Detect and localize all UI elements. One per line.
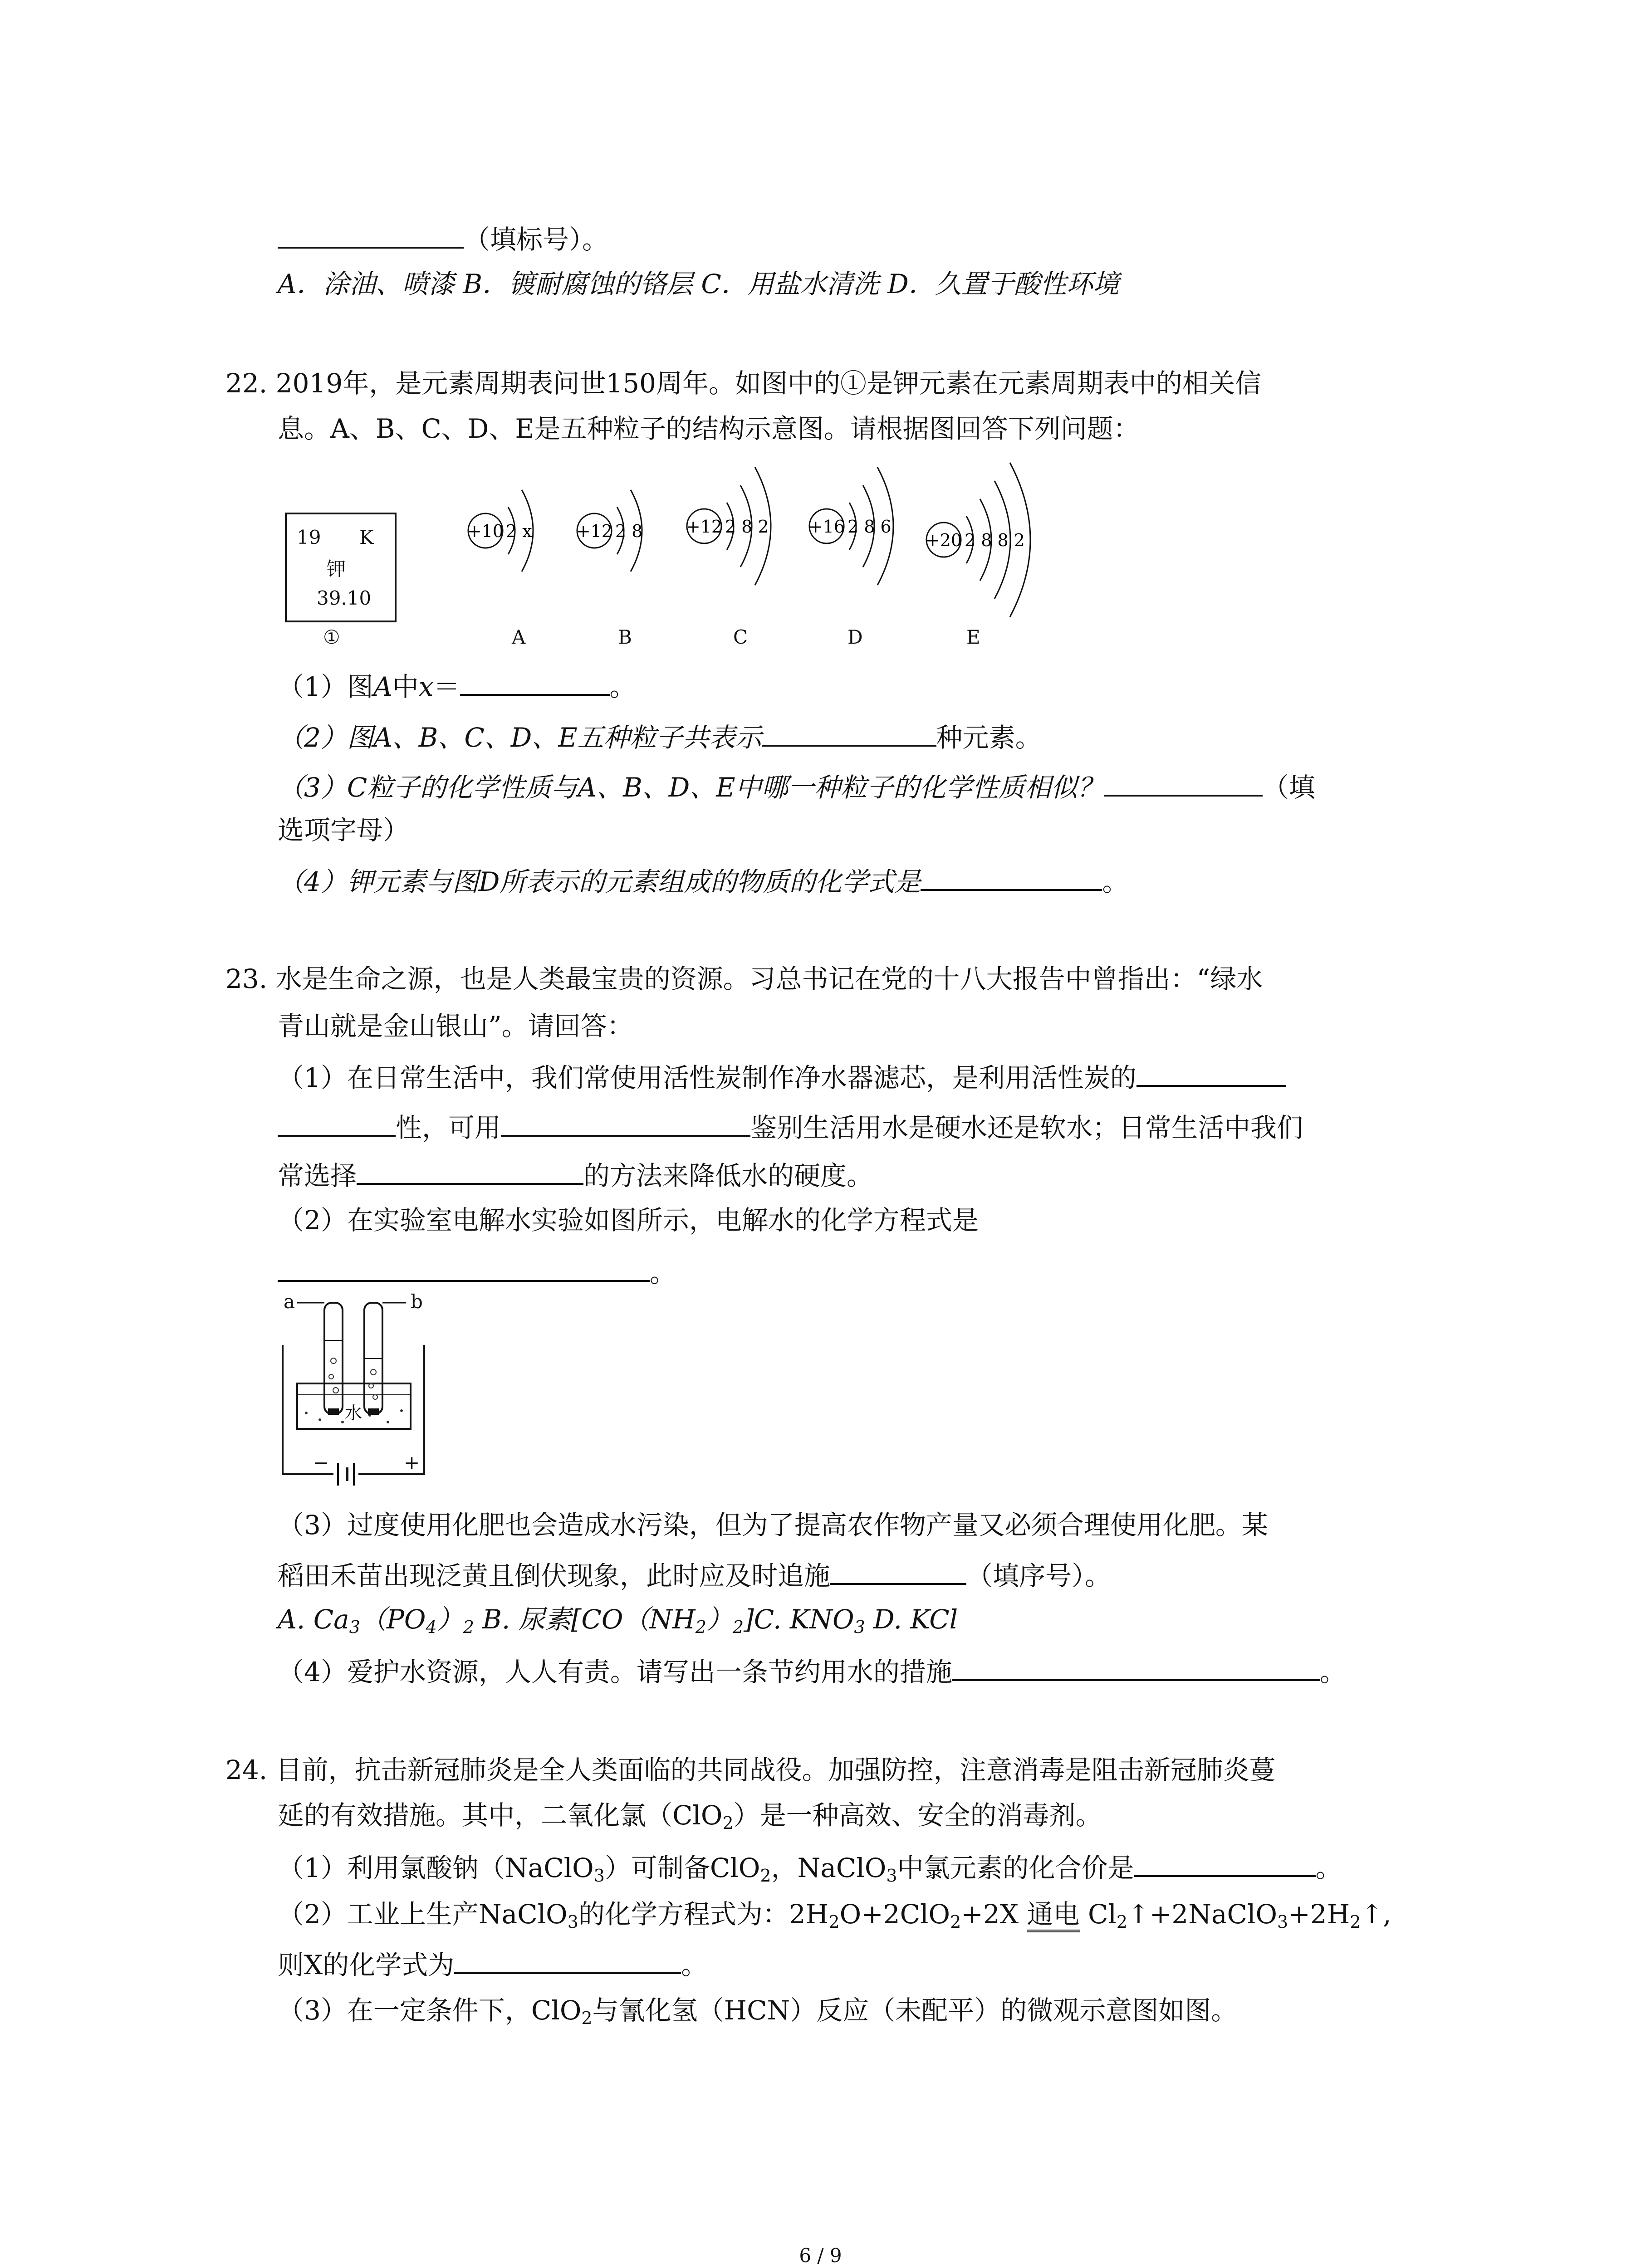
answer-blank[interactable] (921, 861, 1102, 891)
answer-blank[interactable] (278, 1252, 650, 1282)
water-label: 水 (345, 1403, 362, 1423)
particle-a-label: A (512, 626, 526, 648)
answer-blank[interactable] (278, 219, 464, 249)
particle-e (926, 463, 1030, 617)
particle-e-label: E (966, 626, 980, 648)
q22-sub3: （3）C粒子的化学性质与A、B、D、E中哪一种粒子的化学性质相似？ （填 (278, 767, 1315, 806)
page-number: 6 / 9 (799, 2244, 842, 2267)
particle-e-shells: 2 8 8 2 (965, 530, 1025, 550)
answer-blank[interactable] (1134, 1847, 1316, 1877)
q22-sub1: （1）图A中x＝ 。 (278, 666, 636, 705)
atomic-number: 19 (297, 526, 321, 548)
q21-option-d[interactable]: D．久置于酸性环境 (887, 269, 1119, 299)
answer-blank[interactable] (1104, 767, 1263, 797)
q23-stem-line1: 23. 水是生命之源，也是人类最宝贵的资源。习总书记在党的十八大报告中曾指出：“绿水 (225, 963, 1263, 994)
q21-blank-line (278, 219, 608, 258)
particle-b-nucleus: +12 (576, 521, 613, 541)
tube-label-a: a (284, 1290, 295, 1313)
answer-blank[interactable] (952, 1651, 1320, 1681)
particle-b (576, 490, 643, 572)
answer-blank[interactable] (357, 1155, 583, 1185)
answer-blank[interactable] (830, 1555, 966, 1585)
q24-sub2-line2: 则X的化学式为 。 (278, 1944, 707, 1983)
negative-terminal: − (313, 1452, 329, 1474)
answer-blank[interactable] (454, 1944, 681, 1974)
particle-a (467, 490, 533, 572)
element-box-mark: ① (323, 626, 340, 648)
potassium-element-box (285, 513, 397, 622)
q23-sub2-a: （2）在实验室电解水实验如图所示，电解水的化学方程式是 (278, 1205, 979, 1236)
q21-suffix: （填标号）。 (464, 224, 609, 255)
particle-c-label: C (733, 626, 748, 648)
electrolysis-apparatus-diagram (279, 1293, 470, 1488)
particle-d-nucleus: +16 (808, 517, 845, 537)
particle-b-label: B (618, 626, 632, 648)
q21-option-c[interactable]: C．用盐水清洗 (701, 269, 888, 299)
tube-label-b: b (411, 1290, 423, 1313)
q23-sub3-b: 稻田禾苗出现泛黄且倒伏现象，此时应及时追施 （填序号）。 (278, 1555, 1111, 1594)
particle-c-shells: 2 8 2 (725, 517, 769, 537)
particle-d-shells: 2 8 6 (847, 517, 892, 537)
answer-blank[interactable] (501, 1107, 750, 1137)
particle-a-shells: 2 x (506, 521, 532, 541)
q22-sub4: （4）钾元素与图D所表示的元素组成的物质的化学式是 。 (278, 861, 1128, 900)
q22-stem-line1: 22. 2019年，是元素周期表问世150周年。如图中的①是钾元素在元素周期表中的相关信 (225, 368, 1261, 399)
particle-c (686, 467, 771, 585)
answer-blank[interactable] (460, 666, 610, 696)
particle-d (808, 467, 893, 585)
element-symbol: K (359, 526, 374, 548)
particle-e-nucleus: +20 (925, 530, 962, 550)
q22-stem-line2: 息。A、B、C、D、E是五种粒子的结构示意图。请根据图回答下列问题： (278, 413, 1140, 444)
answer-blank[interactable] (762, 717, 936, 747)
q24-sub3: （3）在一定条件下，ClO$_2$与氰化氢（HCN）反应（未配平）的微观示意图如图。 (278, 1995, 1238, 2028)
particle-b-shells: 2 8 (615, 521, 643, 541)
reaction-condition: 通电 (1027, 1899, 1080, 1932)
particle-c-nucleus: +12 (686, 517, 723, 537)
q23-sub1-b: 性，可用 鉴别生活用水是硬水还是软水；日常生活中我们 (278, 1107, 1303, 1146)
q22-sub2: （2）图A、B、C、D、E五种粒子共表示 种元素。 (278, 717, 1042, 756)
q22-sub3-line2: 选项字母） (278, 815, 410, 846)
q23-stem-line2: 青山就是金山银山”。请回答： (278, 1011, 633, 1041)
q21-options (278, 266, 1119, 302)
particle-d-label: D (847, 626, 863, 648)
q23-sub4: （4）爱护水资源，人人有责。请写出一条节约用水的措施 。 (278, 1651, 1346, 1690)
q21-option-a[interactable]: A．涂油、喷漆 (278, 269, 463, 299)
q23-sub2-b: 。 (278, 1252, 676, 1291)
q23-sub3-a: （3）过度使用化肥也会造成水污染，但为了提高农作物产量又必须合理使用化肥。某 (278, 1510, 1268, 1540)
q23-sub1-c: 常选择 的方法来降低水的硬度。 (278, 1155, 873, 1194)
q21-option-b[interactable]: B．镀耐腐蚀的铬层 (463, 269, 701, 299)
q23-sub3-options: A. $Ca_3(PO_4)_2$ B. 尿素$[CO(NH_2)_2]C$. $KNO_3$ D. KCl (278, 1604, 958, 1637)
answer-blank[interactable] (1136, 1057, 1286, 1087)
q24-sub1: （1）利用氯酸钠（NaClO$_3$）可制备ClO$_2$，NaClO$_3$中氯元素的化合价是 。 (278, 1847, 1342, 1886)
atomic-mass: 39.10 (317, 587, 372, 609)
element-name: 钾 (327, 558, 346, 580)
positive-terminal: + (404, 1452, 420, 1474)
q24-stem-line2: 延的有效措施。其中，二氧化氯（ClO$_2$）是一种高效、安全的消毒剂。 (278, 1800, 1102, 1833)
q24-stem-line1: 24. 目前，抗击新冠肺炎是全人类面临的共同战役。加强防控，注意消毒是阻击新冠肺炎蔓 (225, 1755, 1276, 1785)
q24-sub2: （2）工业上生产NaClO$_3$的化学方程式为：$2H_2O+2ClO_2+2X$ 通电 $Cl_2↑+2NaClO_3+2H_2↑$, (278, 1899, 1391, 1932)
particle-a-nucleus: +10 (467, 521, 504, 541)
q23-sub1-a: （1）在日常生活中，我们常使用活性炭制作净水器滤芯，是利用活性炭的 (278, 1057, 1286, 1096)
particle-structure-diagrams (454, 454, 1071, 644)
answer-blank[interactable] (278, 1107, 396, 1137)
